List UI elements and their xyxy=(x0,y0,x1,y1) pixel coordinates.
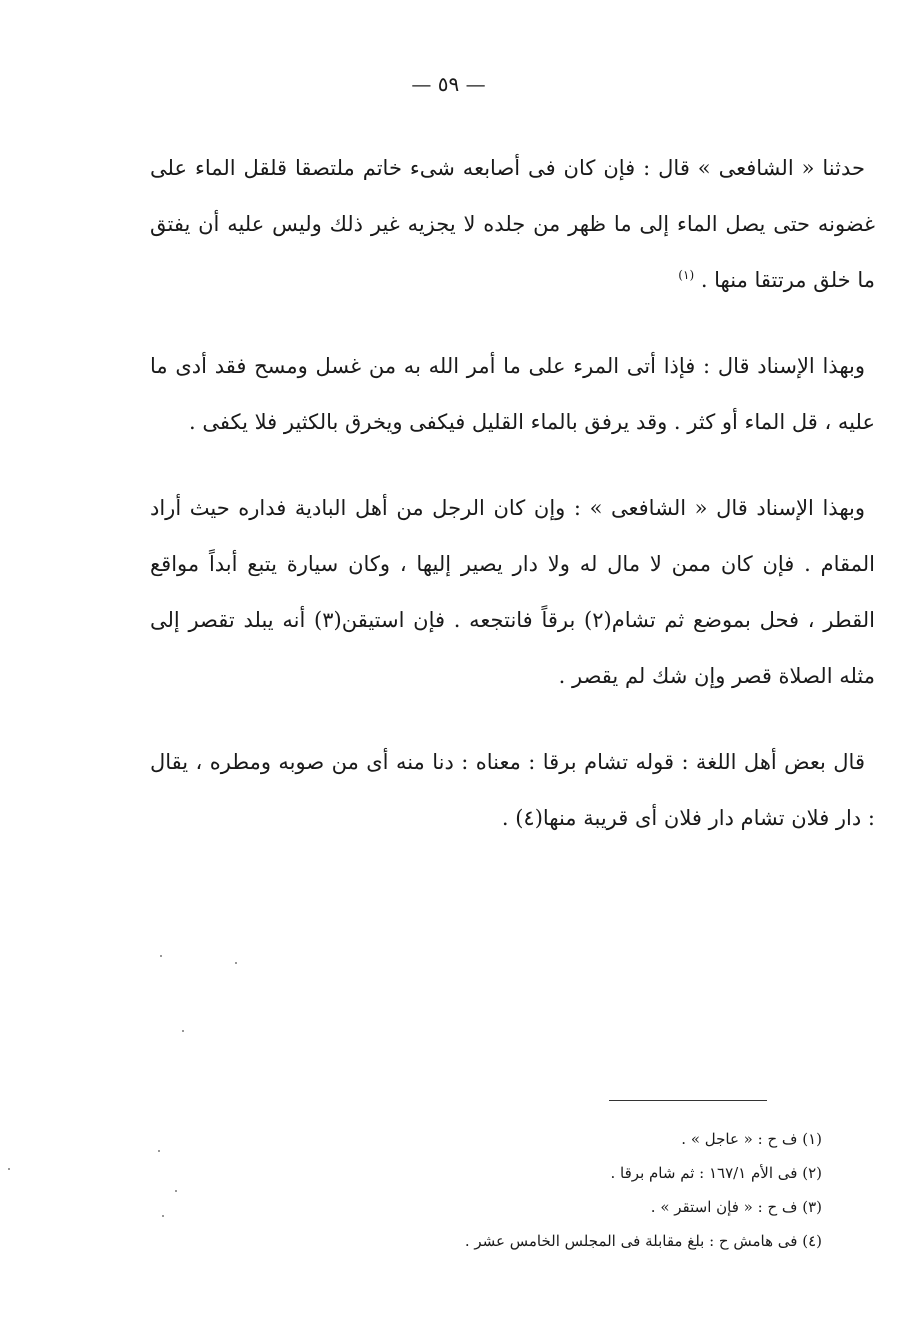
footnote-divider xyxy=(609,1100,767,1101)
paragraph-2-text: وبهذا الإسناد قال : فإذا أتى المرء على ما أمر الله به من غسل ومسح فقد أدى ما عليه ، قل الماء أو كثر . وقد يرفق بالماء القليل فيكفى ويخرق بالكثير فلا يكفى . xyxy=(150,354,875,434)
scan-speck xyxy=(160,955,162,957)
scan-speck xyxy=(175,1190,177,1192)
paragraph-1 xyxy=(150,140,875,308)
paragraph-3 xyxy=(150,480,875,704)
footnotes xyxy=(302,1122,822,1258)
scan-speck xyxy=(182,1030,184,1032)
paragraph-3-text: وبهذا الإسناد قال « الشافعى » : وإن كان الرجل من أهل البادية فداره حيث أراد المقام . فإن كان ممن لا مال له ولا دار يصير إليها ، وكان سيارة يتبع أبداً مواقع القطر ، فحل بموضع ثم تشام(٢) برقاً فانتجعه . فإن استيقن(٣) أنه يبلد تقصر إلى مثله الصلاة قصر وإن شك لم يقصر . xyxy=(150,496,875,688)
paragraph-4 xyxy=(150,734,875,846)
footnote-4: (٤) فى هامش ح : بلغ مقابلة فى المجلس الخامس عشر . xyxy=(464,1232,822,1250)
footnote-2: (٢) فى الأم ١٦٧/١ : ثم شام برقا . xyxy=(610,1164,822,1182)
scan-speck xyxy=(158,1150,160,1152)
footnote-3: (٣) ف ح : « فإن استقر » . xyxy=(650,1198,822,1216)
paragraph-1-text: حدثنا « الشافعى » قال : فإن كان فى أصابعه شىء خاتم ملتصقا قلقل الماء على غضونه حتى يصل الماء إلى ما ظهر من جلده لا يجزيه غير ذلك وليس عليه أن يفتق ما خلق مرتتقا منها . xyxy=(150,156,875,292)
page-number: — ٥٩ — xyxy=(411,72,486,96)
footnote-mark-1: (١) xyxy=(678,268,695,282)
paragraph-4-text: قال بعض أهل اللغة : قوله تشام برقا : معناه : دنا منه أى من صوبه ومطره ، يقال : دار فلان تشام دار فلان أى قريبة منها(٤) . xyxy=(150,750,875,830)
paragraph-2 xyxy=(150,338,875,450)
scan-speck xyxy=(162,1215,164,1217)
scan-speck xyxy=(235,962,237,964)
scan-speck xyxy=(8,1168,10,1170)
body-text xyxy=(150,140,875,876)
footnote-1: (١) ف ح : « عاجل » . xyxy=(681,1130,822,1148)
